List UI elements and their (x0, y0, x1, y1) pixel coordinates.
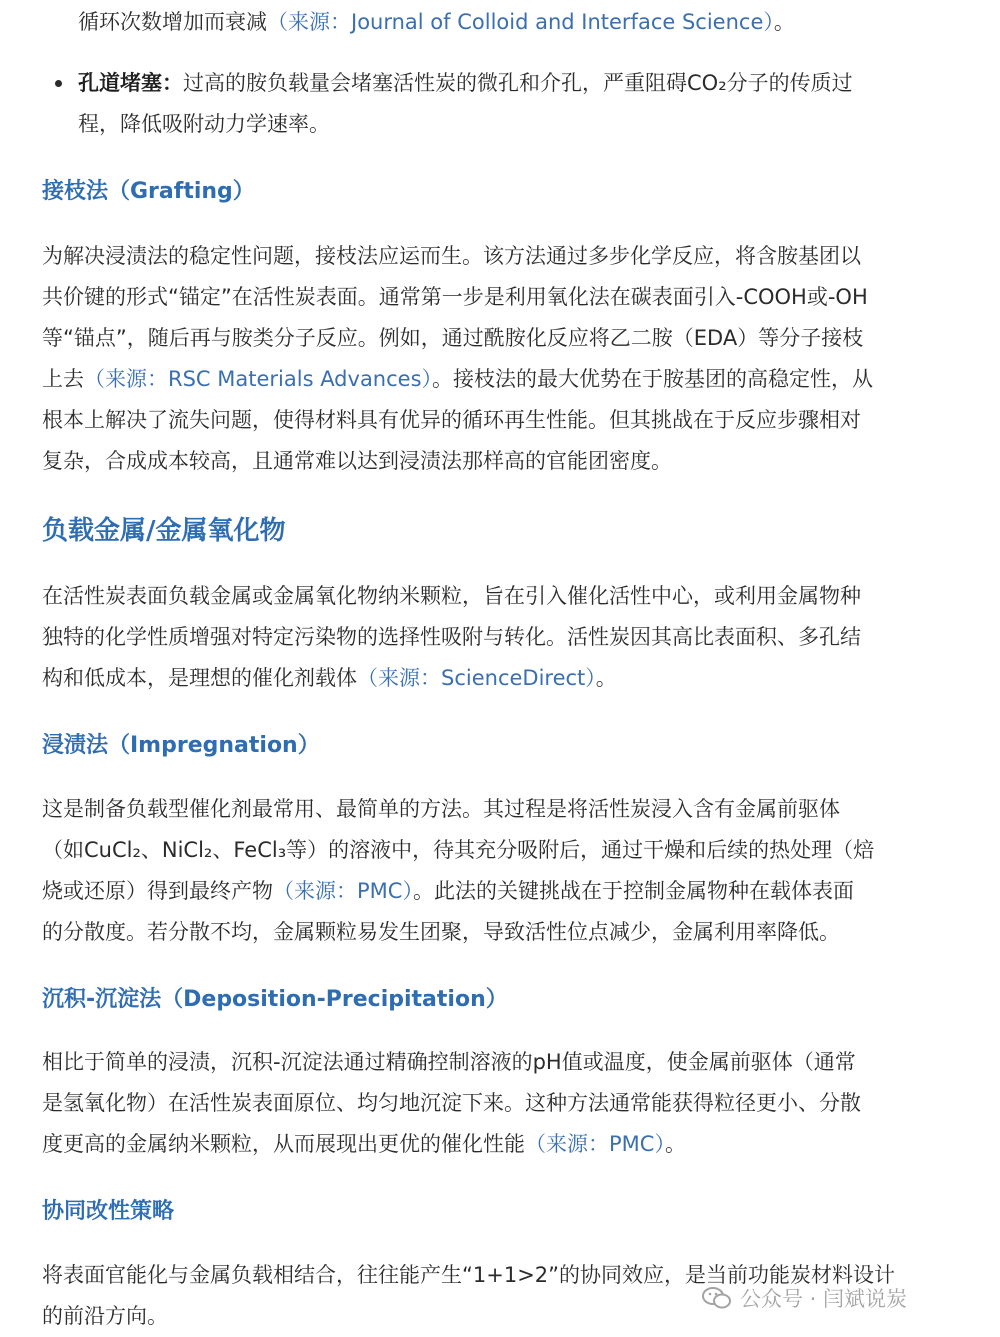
source-link[interactable]: （来源：RSC Materials Advances） (84, 367, 433, 391)
synergy-paragraph: 将表面官能化与金属负载相结合，往往能产生“1+1>2”的协同效应，是当前功能炭材料设计 的前沿方向。 (42, 1263, 896, 1328)
section-heading-impregnation: 浸渍法（Impregnation） (42, 733, 320, 758)
watermark-text: 公众号 · 闫斌说炭 (740, 1287, 908, 1311)
bullet-item: 孔道堵塞：过高的胺负载量会堵塞活性炭的微孔和介孔，严重阻碍CO₂分子的传质过 程，降低吸附动力学速率。 (78, 71, 853, 136)
intro-line: 循环次数增加而衰减（来源：Journal of Colloid and Interface Science）。 (78, 10, 795, 34)
source-link[interactable]: （来源：PMC） (525, 1132, 665, 1156)
grafting-paragraph: 为解决浸渍法的稳定性问题，接枝法应运而生。该方法通过多步化学反应，将含胺基团以 共价键的形式“锚定”在活性炭表面。通常第一步是利用氧化法在碳表面引入-COOH或-OH 等“锚点”，随后再与胺类分子反应。例如，通过酰胺化反应将乙二胺（EDA）等分子接枝 上去（来源：RSC Materials Advances）。接枝法的最大优势在于胺基团的高稳定性，从 根本上解决了流失问题，使得材料具有优异的循环再生性能。但其挑战在于反应步骤相对 复杂，合成成本较高，且通常难以达到浸渍法那样高的官能团密度。 (42, 244, 874, 473)
section-heading-grafting: 接枝法（Grafting） (42, 179, 255, 204)
source-link[interactable]: （来源：PMC） (273, 879, 413, 903)
section-heading-synergy: 协同改性策略 (42, 1199, 175, 1224)
source-link[interactable]: （来源：Journal of Colloid and Interface Science） (267, 10, 774, 34)
section-heading-metal: 负载金属/金属氧化物 (42, 516, 286, 546)
wechat-icon (702, 1286, 732, 1310)
bullet-dot (55, 80, 62, 87)
section-heading-deposition: 沉积-沉淀法（Deposition-Precipitation） (42, 987, 508, 1012)
deposition-paragraph: 相比于简单的浸渍，沉积-沉淀法通过精确控制溶液的pH值或温度，使金属前驱体（通常 是氢氧化物）在活性炭表面原位、均匀地沉淀下来。这种方法通常能获得粒径更小、分散 度更高的金属纳米颗粒，从而展现出更优的催化性能（来源：PMC）。 (42, 1050, 861, 1156)
metal-paragraph: 在活性炭表面负载金属或金属氧化物纳米颗粒，旨在引入催化活性中心，或利用金属物种 独特的化学性质增强对特定污染物的选择性吸附与转化。活性炭因其高比表面积、多孔结 构和低成本，是理想的催化剂载体（来源：ScienceDirect）。 (42, 584, 861, 690)
impregnation-paragraph: 这是制备负载型催化剂最常用、最简单的方法。其过程是将活性炭浸入含有金属前驱体 （如CuCl₂、NiCl₂、FeCl₃等）的溶液中，待其充分吸附后，通过干燥和后续的热处理（焙 烧或还原）得到最终产物（来源：PMC）。此法的关键挑战在于控制金属物种在载体表面 的分散度。若分散不均，金属颗粒易发生团聚，导致活性位点减少，金属利用率降低。 (42, 797, 875, 944)
watermark (702, 1283, 907, 1313)
source-link[interactable]: （来源：ScienceDirect） (357, 666, 596, 690)
